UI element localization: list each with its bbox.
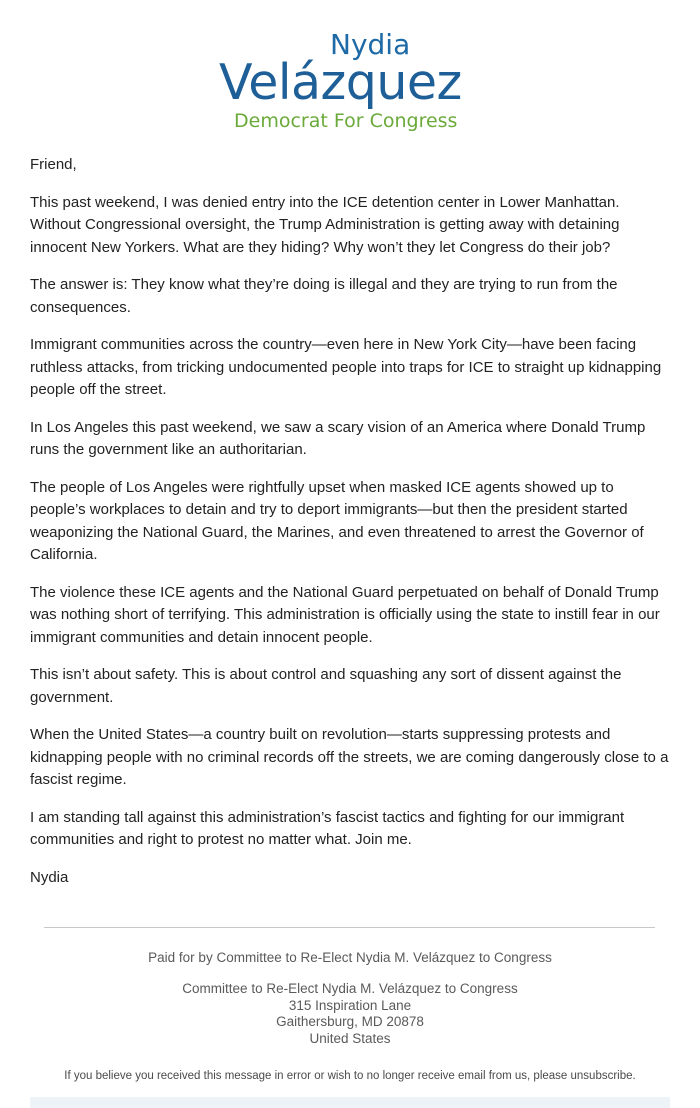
paragraph-7: This isn’t about safety. This is about control and squashing any sort of dissent against the government. — [30, 666, 622, 706]
paid-for-disclaimer: Paid for by Committee to Re-Elect Nydia M. Velázquez to Congress — [148, 950, 552, 965]
logo-tagline: Democrat For Congress — [234, 110, 458, 132]
bottom-band — [30, 1097, 670, 1108]
signature: Nydia — [30, 868, 69, 886]
footer — [0, 949, 700, 1084]
paragraph-5: The people of Los Angeles were rightfully upset when masked ICE agents showed up to people’s workplaces to detain and try to deport immigrants—but then the president started weaponizing the National Guard, the Marines, and even threatened to arrest the Governor of California. — [30, 478, 644, 563]
paragraph-2: The answer is: They know what they’re doing is illegal and they are trying to run from the consequences. — [30, 276, 618, 316]
paragraph-1: This past weekend, I was denied entry into the ICE detention center in Lower Manhattan. Without Congressional oversight, the Trump Administration is getting away with detaining innocent New Yorkers. What are they hiding? Why won’t they let Congress do their job? — [30, 193, 620, 256]
logo-first-name: Nydia — [330, 28, 411, 61]
letter-body — [30, 154, 672, 904]
paragraph-6: The violence these ICE agents and the National Guard perpetuated on behalf of Donald Trump was nothing short of terrifying. This administration is officially using the state to instill fear in our immigrant communities and detain innocent people. — [30, 583, 660, 646]
address-street: 315 Inspiration Lane — [288, 997, 412, 1013]
paragraph-8: When the United States—a country built on revolution—starts suppressing protests and kidnapping people with no criminal records off the streets, we are coming dangerously close to a fascist regime. — [30, 726, 669, 788]
greeting: Friend, — [30, 156, 77, 173]
logo-last-name: Velázquez — [219, 54, 462, 111]
footer-divider — [44, 927, 655, 928]
address-city: Gaithersburg, MD 20878 — [276, 1014, 424, 1029]
unsubscribe-notice[interactable]: If you believe you received this message in error or wish to no longer receive email from us, please unsubscribe. — [64, 1070, 636, 1082]
mailing-address — [0, 981, 700, 1047]
campaign-logo — [0, 28, 700, 134]
paragraph-9: I am standing tall against this administration’s fascist tactics and fighting for our immigrant communities and right to protest no matter what. Join me. — [30, 808, 625, 848]
paragraph-4: In Los Angeles this past weekend, we saw a scary vision of an America where Donald Trump runs the government like an authoritarian. — [30, 418, 646, 458]
address-org: Committee to Re-Elect Nydia M. Velázquez to Congress — [182, 981, 518, 996]
address-country: United States — [309, 1030, 391, 1046]
paragraph-3: Immigrant communities across the country—even here in New York City—have been facing ruthless attacks, from tricking undocumented people into traps for ICE to straight up kidnapping people off the street. — [30, 336, 662, 398]
